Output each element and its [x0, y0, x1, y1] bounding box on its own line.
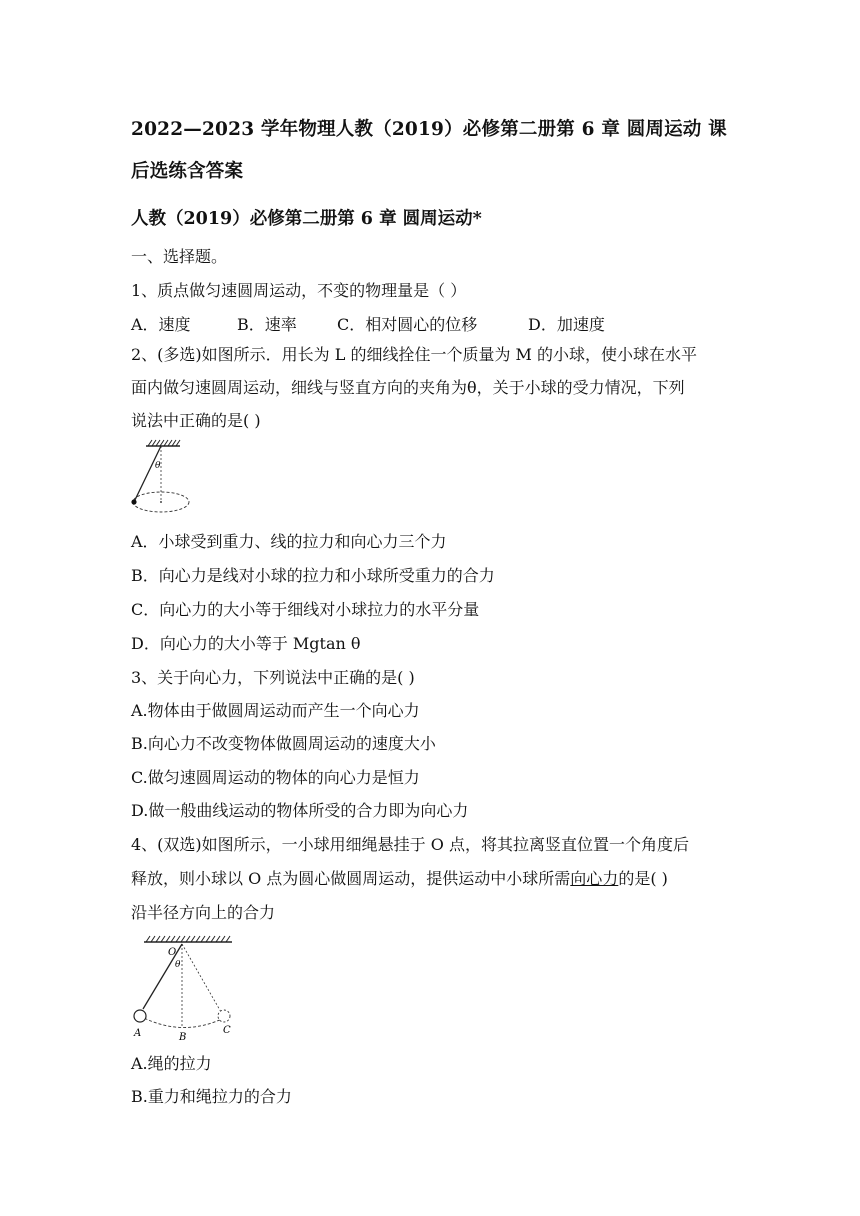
angle-theta-label: θ	[155, 461, 161, 471]
question-1-option-b: B．速率	[237, 315, 297, 334]
question-4-option-a: A.绳的拉力	[131, 1054, 212, 1073]
point-a-label: A	[134, 1028, 142, 1039]
question-4-option-b: B.重力和绳拉力的合力	[131, 1087, 292, 1106]
question-3-option-d: D.做一般曲线运动的物体所受的合力即为向心力	[131, 801, 469, 820]
question-1-stem: 1、质点做匀速圆周运动，不变的物理量是（ ）	[131, 281, 467, 300]
question-4-stem-line-2-pre: 释放，则小球以 O 点为圆心做圆周运动，提供运动中小球所需	[131, 869, 571, 888]
point-c-label: C	[223, 1025, 231, 1036]
question-1-options	[131, 315, 605, 335]
question-2-stem-line-3: 说法中正确的是( )	[131, 411, 261, 430]
question-2-option-d: D．向心力的大小等于 Mgtan θ	[131, 634, 361, 653]
document-subtitle: 人教（2019）必修第二册第 6 章 圆周运动*	[131, 209, 482, 229]
question-2-stem-line-2: 面内做匀速圆周运动，细线与竖直方向的夹角为θ，关于小球的受力情况，下列	[131, 378, 685, 397]
question-4-stem-line-1: 4、(双选)如图所示，一小球用细绳悬挂于 O 点，将其拉离竖直位置一个角度后	[131, 835, 689, 854]
question-1-option-c: C．相对圆心的位移	[337, 315, 478, 334]
point-o-label: O	[168, 947, 177, 958]
question-2-option-c: C．向心力的大小等于细线对小球拉力的水平分量	[131, 600, 480, 619]
question-4-stem-line-2	[131, 869, 668, 889]
question-2-stem-line-1: 2、(多选)如图所示．用长为 L 的细线拴住一个质量为 M 的小球，使小球在水平	[131, 345, 698, 364]
question-1-option-d: D．加速度	[528, 315, 605, 334]
point-b-label: B	[179, 1032, 187, 1043]
question-2-option-b: B．向心力是线对小球的拉力和小球所受重力的合力	[131, 566, 495, 585]
angle-theta-label-2: θ	[175, 960, 181, 970]
centripetal-force-term: 向心力	[570, 869, 619, 888]
document-title-line-1: 2022—2023 学年物理人教（2019）必修第二册第 6 章 圆周运动 课	[131, 119, 727, 140]
question-3-option-a: A.物体由于做圆周运动而产生一个向心力	[131, 701, 420, 720]
document-title-line-2: 后选练含答案	[131, 161, 244, 182]
question-3-option-b: B.向心力不改变物体做圆周运动的速度大小	[131, 734, 436, 753]
question-1-option-a: A．速度	[131, 315, 191, 334]
pendulum-swing-figure	[128, 932, 238, 1044]
question-4-stem-line-2-post: 的是( )	[618, 869, 668, 888]
question-3-stem: 3、关于向心力，下列说法中正确的是( )	[131, 668, 415, 687]
question-4-stem-line-3: 沿半径方向上的合力	[131, 903, 276, 922]
section-heading: 一、选择题。	[131, 247, 228, 266]
conical-pendulum-figure	[128, 438, 198, 522]
question-2-option-a: A．小球受到重力、线的拉力和向心力三个力	[131, 532, 447, 551]
question-3-option-c: C.做匀速圆周运动的物体的向心力是恒力	[131, 768, 420, 787]
